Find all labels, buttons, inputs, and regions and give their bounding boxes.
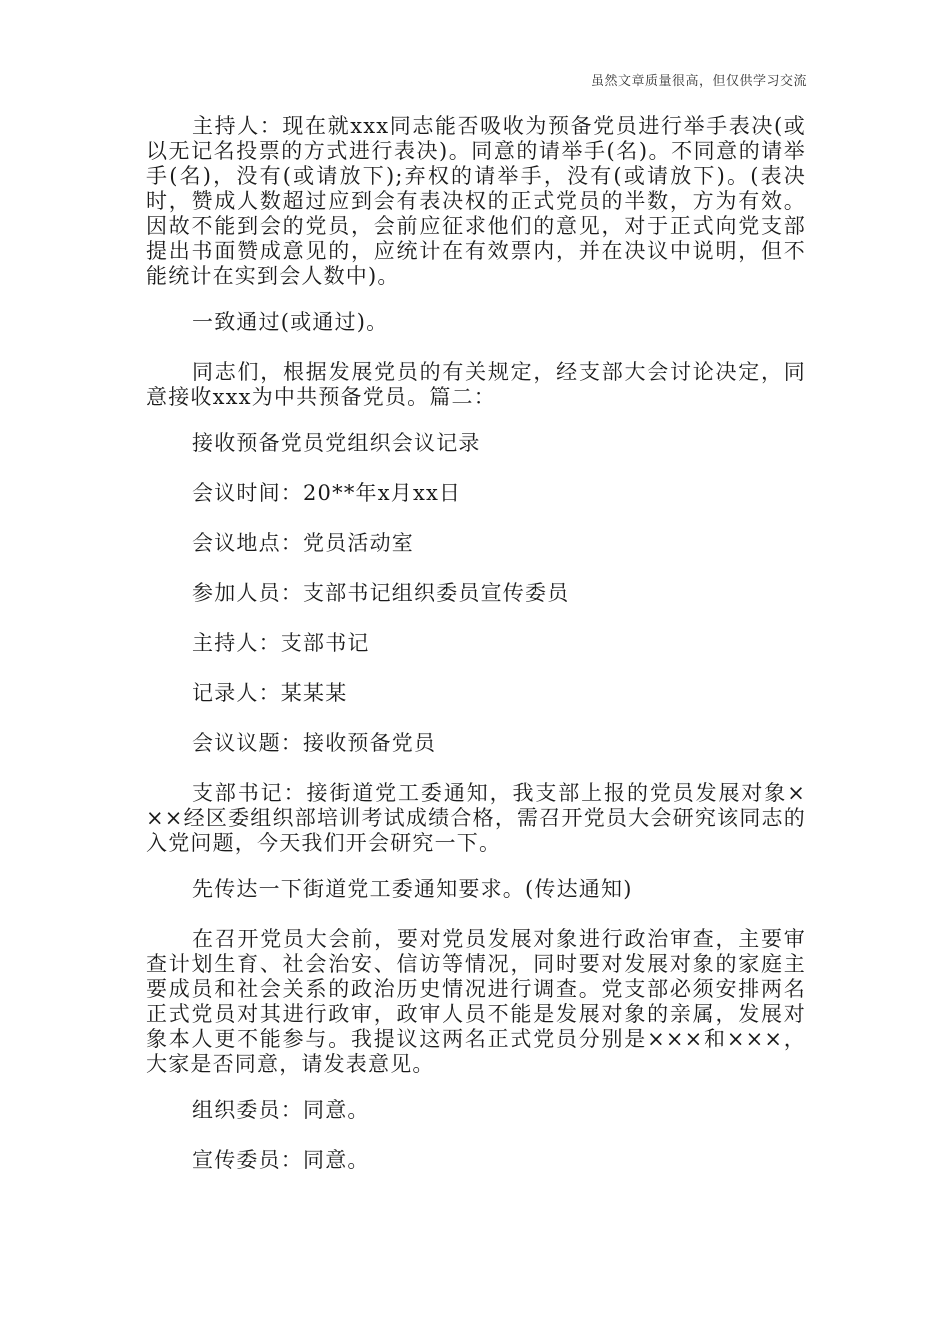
paragraph-agenda: 会议议题：接收预备党员: [192, 731, 437, 755]
paragraph-political-review: 在召开党员大会前，要对党员发展对象进行政治审查，主要审查计划生育、社会治安、信访等情况，同时要对发展对象的家庭主要成员和社会关系的政治历史情况进行调查。党支部必须安排两名正式党员对其进行政审，政审人员不能是发展对象的亲属，发展对象本人更不能参与。我提议这两名正式党员分别是×××和×××，大家是否同意，请发表意见。: [146, 927, 806, 1076]
paragraph-resolution: 同志们，根据发展党员的有关规定，经支部大会讨论决定，同意接收xxx为中共预备党员。篇二：: [146, 360, 806, 409]
paragraph-organization-member: 组织委员：同意。: [192, 1098, 370, 1122]
paragraph-relay-notice: 先传达一下街道党工委通知要求。(传达通知): [192, 877, 633, 901]
paragraph-meeting-place: 会议地点：党员活动室: [192, 531, 414, 555]
paragraph-attendees: 参加人员：支部书记组织委员宣传委员: [192, 581, 570, 605]
paragraph-secretary-notice: 支部书记：接街道党工委通知，我支部上报的党员发展对象×××经区委组织部培训考试成绩合格，需召开党员大会研究该同志的入党问题，今天我们开会研究一下。: [146, 781, 806, 855]
paragraph-publicity-member: 宣传委员：同意。: [192, 1148, 370, 1172]
paragraph-recorder: 记录人：某某某: [192, 681, 348, 705]
document-body: [146, 114, 806, 1198]
paragraph-meeting-time: 会议时间：20**年x月xx日: [192, 481, 462, 505]
header-note: 虽然文章质量很高，但仅供学习交流: [590, 74, 807, 89]
paragraph-passed: 一致通过(或通过)。: [192, 310, 389, 334]
paragraph-host: 主持人：支部书记: [192, 631, 370, 655]
paragraph-vote-procedure: 主持人：现在就xxx同志能否吸收为预备党员进行举手表决(或以无记名投票的方式进行表决)。同意的请举手(名)。不同意的请举手(名)，没有(或请放下);弃权的请举手，没有(或请放下)。(表决时，赞成人数超过应到会有表决权的正式党员的半数，方为有效。因故不能到会的党员，会前应征求他们的意见，对于正式向党支部提出书面赞成意见的，应统计在有效票内，并在决议中说明，但不能统计在实到会人数中)。: [146, 114, 806, 288]
paragraph-record-title: 接收预备党员党组织会议记录: [192, 431, 481, 455]
